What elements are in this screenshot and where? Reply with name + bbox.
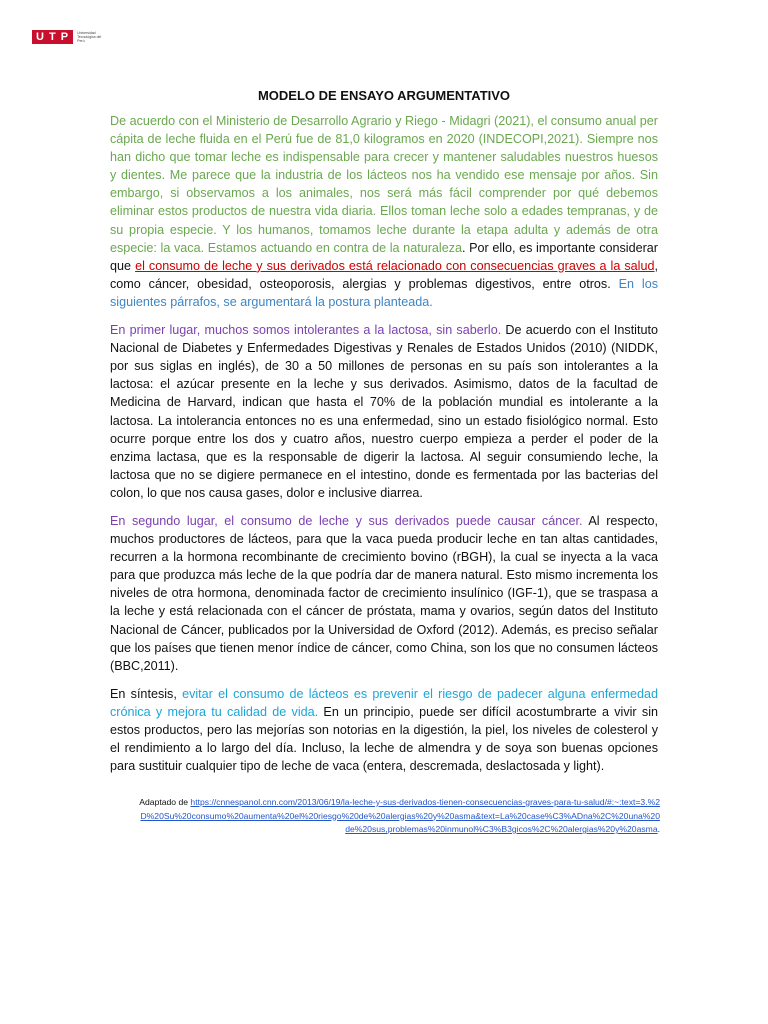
paragraph-argument-2 [110, 512, 658, 675]
paragraph-conclusion [110, 685, 658, 775]
thesis-text: el consumo de leche y sus derivados está relacionado con consecuencias graves a la salud [135, 258, 655, 273]
paragraph-introduction [110, 112, 658, 311]
utp-logo-mark: U T P [32, 30, 73, 44]
essay-body [110, 112, 658, 785]
citation-link[interactable]: https://cnnespanol.cnn.com/2013/06/19/la-leche-y-sus-derivados-tienen-consecuencias-graves-para-tu-salud/#:~:text=3.%2D%20Su%20consumo%20aumenta%20el%20riesgo%20de%20alergias%20y%20asma&text=La%20case%C3%ADna%2C%20una%20de%20sus,problemas%20inmunol%C3%B3gicos%2C%20alergias%20y%20asma [140, 797, 660, 834]
intro-period: . [462, 240, 466, 255]
argument-2-body: Al respecto, muchos productores de lácteos, para que la vaca pueda producir leche en tan altas cantidades, recurren a la hormona recombinante de crecimiento bovino (rBGH), la cual se inyecta a la vaca para que produzca más leche de la que podría dar de manera natural. Esto mismo incrementa los niveles de otra hormona, denominada factor de crecimiento insulínico (IGF-1), que se traspasa a la leche y está relacionada con el cáncer de próstata, mama y ovarios, según datos del Instituto Nacional de Cáncer, publicados por la Universidad de Oxford (2012). Además, es preciso señalar que los países que tienen menor índice de cáncer, como China, son los que no consumen lácteos (BBC,2011). [110, 513, 658, 673]
citation-suffix: . [657, 824, 660, 834]
page-title: MODELO DE ENSAYO ARGUMENTATIVO [257, 88, 511, 103]
conclusion-lead: En síntesis, [110, 686, 183, 701]
paragraph-argument-1 [110, 321, 658, 502]
argument-1-body: De acuerdo con el Instituto Nacional de Diabetes y Enfermedades Digestivas y Renales de Estados Unidos (2010) (NIDDK, por sus siglas en inglés), de 30 a 50 millones de personas en su país son intolerantes a la lactosa: el azúcar presente en la leche y sus derivados. Asimismo, datos de la facultad de Medicina de Harvard, indican que hasta el 70% de la población mundial es intolerante a la lactosa. La intolerancia entonces no es una enfermedad, sino un estado fisiológico normal. Esto ocurre porque entre los dos y cuatro años, nuestro cuerpo empieza a perder el poder de la enzima lactasa, que es la responsable de digerir la lactosa. Al seguir consumiendo leche, la lactosa que no se digiere permanece en el intestino, donde es fermentada por las bacterias del colon, lo que nos causa gases, dolor e inclusive diarrea. [110, 323, 658, 500]
intro-roadmap-text: En los siguientes párrafos, se argumentará la postura planteada. [110, 276, 658, 309]
intro-text: Por ello, es importante considerar que [110, 240, 658, 273]
intro-context-text: De acuerdo con el Ministerio de Desarrollo Agrario y Riego - Midagri (2021), el consumo anual per cápita de leche fluida en el Perú fue de 81,0 kilogramos en 2020 (INDECOPI,2021). Siempre nos han dicho que tomar leche es indispensable para crecer y mantener saludables nuestros huesos y dientes. Me parece que la industria de los lácteos nos ha vendido ese mensaje por años. Sin embargo, si observamos a los animales, nos será más fácil comprender por qué debemos eliminar estos productos de nuestra vida diaria. Ellos toman leche solo a edades tempranas, y de su propia especie. Y los humanos, tomamos leche durante la etapa adulta y además de otra especie: la vaca. Estamos actuando en contra de la naturaleza [110, 114, 658, 255]
citation [136, 796, 660, 837]
utp-logo [32, 30, 103, 44]
citation-prefix: Adaptado de [139, 797, 191, 807]
argument-2-topic: En segundo lugar, el consumo de leche y sus derivados puede causar cáncer. [110, 513, 583, 528]
utp-logo-text: Universidad Tecnológica del Perú [77, 31, 102, 43]
conclusion-body: En un principio, puede ser difícil acostumbrarte a vivir sin estos productos, pero las mejorías son notorias en la digestión, la piel, los niveles de colesterol y el rendimiento a lo largo del día. Incluso, la leche de almendra y de soya son buenas opciones para sustituir cualquier tipo de leche de vaca (entera, descremada, deslactosada y light). [110, 704, 659, 774]
conclusion-thesis: evitar el consumo de lácteos es prevenir el riesgo de padecer alguna enfermedad crónica y mejora tu calidad de vida. [110, 686, 658, 719]
intro-text-2: , como cáncer, obesidad, osteoporosis, alergias y problemas digestivos, entre otros. [110, 258, 658, 291]
argument-1-topic: En primer lugar, muchos somos intolerantes a la lactosa, sin saberlo. [110, 323, 502, 338]
